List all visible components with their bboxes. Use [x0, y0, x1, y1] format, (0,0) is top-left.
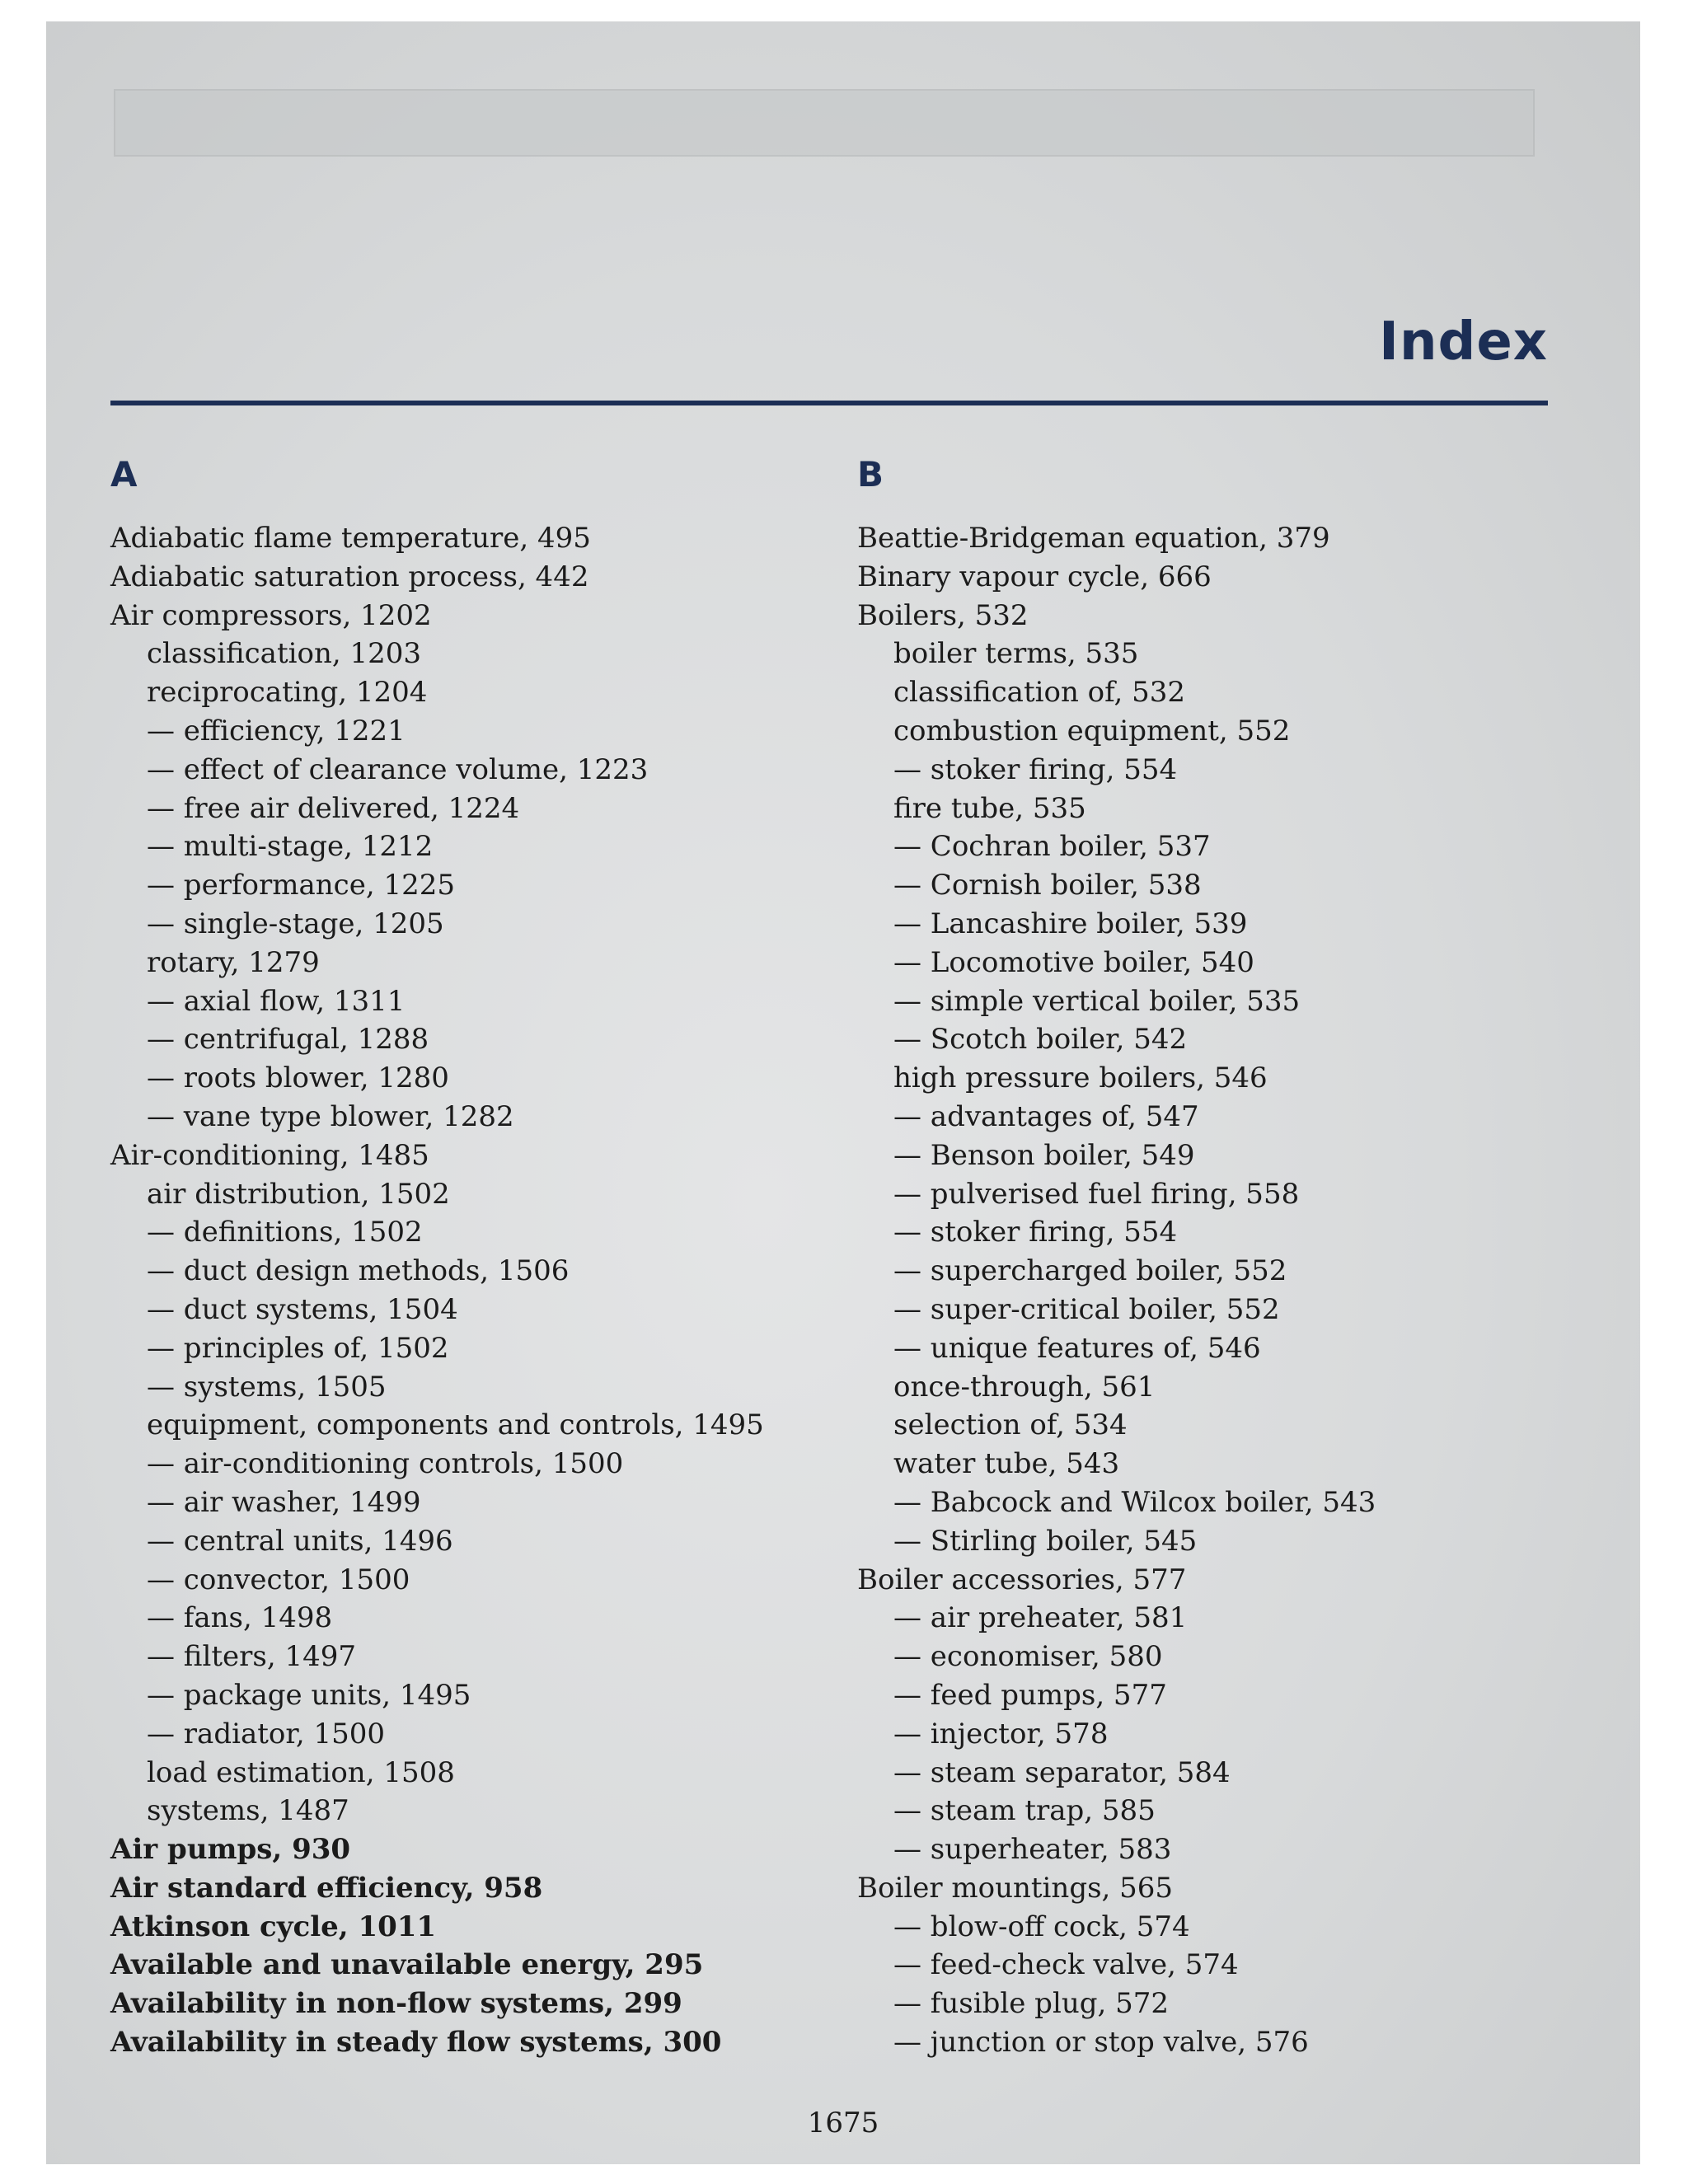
index-entry: Availability in steady flow systems, 300: [110, 2026, 722, 2060]
index-entry: Air-conditioning, 1485: [110, 1138, 429, 1172]
index-entry: combustion equipment, 552: [893, 714, 1291, 748]
index-entry: Boiler mountings, 565: [857, 1871, 1174, 1905]
index-entry: — economiser, 580: [893, 1640, 1163, 1674]
index-entry: — principles of, 1502: [147, 1331, 449, 1365]
index-entry: rotary, 1279: [147, 945, 320, 979]
index-entry: — performance, 1225: [147, 869, 455, 902]
index-entry: — feed pumps, 577: [893, 1678, 1167, 1712]
index-entry: — single-stage, 1205: [147, 907, 444, 940]
index-entry: — effect of clearance volume, 1223: [147, 752, 649, 786]
section-letter-b: B: [857, 454, 884, 494]
index-entry: reciprocating, 1204: [147, 676, 428, 710]
index-entry: — super-critical boiler, 552: [893, 1292, 1280, 1326]
index-entry: load estimation, 1508: [147, 1755, 455, 1789]
entry-list-b: [857, 519, 1599, 2062]
index-entry: — duct design methods, 1506: [147, 1254, 570, 1288]
index-entry: — Cochran boiler, 537: [893, 830, 1211, 864]
entry-list-a: [110, 519, 836, 2062]
index-entry: equipment, components and controls, 1495: [147, 1408, 764, 1442]
index-entry: — Lancashire boiler, 539: [893, 907, 1248, 940]
index-entry: systems, 1487: [147, 1794, 349, 1828]
index-entry: — Cornish boiler, 538: [893, 869, 1202, 902]
index-entry: — multi-stage, 1212: [147, 830, 434, 864]
index-entry: — definitions, 1502: [147, 1216, 423, 1249]
index-entry: — stoker firing, 554: [893, 752, 1178, 786]
index-entry: — supercharged boiler, 552: [893, 1254, 1287, 1288]
index-entry: — filters, 1497: [147, 1640, 356, 1674]
index-entry: — air preheater, 581: [893, 1601, 1188, 1635]
index-entry: — advantages of, 547: [893, 1099, 1199, 1133]
index-entry: Beattie-Bridgeman equation, 379: [857, 522, 1330, 555]
index-entry: — package units, 1495: [147, 1678, 471, 1712]
index-column-a: [110, 450, 836, 2062]
index-entry: Availability in non-flow systems, 299: [110, 1987, 682, 2021]
index-entry: Air compressors, 1202: [110, 598, 432, 632]
index-entry: — centrifugal, 1288: [147, 1023, 429, 1057]
index-entry: — systems, 1505: [147, 1370, 387, 1404]
index-entry: — vane type blower, 1282: [147, 1099, 514, 1133]
index-entry: boiler terms, 535: [893, 637, 1139, 671]
index-entry: air distribution, 1502: [147, 1177, 450, 1211]
index-entry: — central units, 1496: [147, 1524, 453, 1558]
page-number: 1675: [807, 2107, 879, 2139]
index-entry: — unique features of, 546: [893, 1331, 1261, 1365]
index-entry: classification of, 532: [893, 676, 1186, 710]
index-entry: classification, 1203: [147, 637, 421, 671]
index-entry: — pulverised fuel firing, 558: [893, 1177, 1300, 1211]
index-entry: — axial flow, 1311: [147, 984, 406, 1018]
index-entry: Adiabatic saturation process, 442: [110, 560, 589, 593]
page-title: Index: [1379, 312, 1548, 373]
index-entry: — fans, 1498: [147, 1601, 333, 1635]
index-entry: Atkinson cycle, 1011: [110, 1910, 437, 1943]
index-entry: — Babcock and Wilcox boiler, 543: [893, 1485, 1376, 1519]
index-entry: — convector, 1500: [147, 1563, 410, 1596]
index-entry: Air pumps, 930: [110, 1833, 351, 1867]
index-entry: — free air delivered, 1224: [147, 791, 520, 825]
index-entry: — stoker firing, 554: [893, 1216, 1178, 1249]
index-entry: once-through, 561: [893, 1370, 1156, 1404]
index-entry: — roots blower, 1280: [147, 1062, 449, 1095]
index-entry: Boiler accessories, 577: [857, 1563, 1187, 1596]
index-entry: — steam separator, 584: [893, 1755, 1231, 1789]
index-entry: high pressure boilers, 546: [893, 1062, 1268, 1095]
index-entry: — injector, 578: [893, 1717, 1109, 1750]
index-entry: — air washer, 1499: [147, 1485, 421, 1519]
index-entry: — efficiency, 1221: [147, 714, 406, 748]
title-rule: [110, 401, 1548, 405]
index-entry: — blow-off cock, 574: [893, 1910, 1190, 1943]
index-entry: — duct systems, 1504: [147, 1292, 458, 1326]
index-entry: — junction or stop valve, 576: [893, 2026, 1309, 2060]
index-entry: Binary vapour cycle, 666: [857, 560, 1212, 593]
index-entry: — simple vertical boiler, 535: [893, 984, 1301, 1018]
index-entry: — feed-check valve, 574: [893, 1948, 1239, 1982]
index-entry: — air-conditioning controls, 1500: [147, 1447, 624, 1481]
index-entry: — superheater, 583: [893, 1833, 1172, 1867]
index-entry: — steam trap, 585: [893, 1794, 1156, 1828]
index-entry: Adiabatic flame temperature, 495: [110, 522, 591, 555]
bleed-through-header-band: [114, 89, 1535, 157]
index-column-b: [857, 450, 1599, 2062]
index-entry: fire tube, 535: [893, 791, 1086, 825]
index-entry: — fusible plug, 572: [893, 1987, 1169, 2021]
index-entry: Air standard efficiency, 958: [110, 1871, 543, 1905]
index-entry: water tube, 543: [893, 1447, 1120, 1481]
index-entry: — radiator, 1500: [147, 1717, 386, 1750]
index-entry: — Stirling boiler, 545: [893, 1524, 1198, 1558]
index-entry: — Locomotive boiler, 540: [893, 945, 1254, 979]
book-page: [46, 21, 1640, 2164]
section-letter-a: A: [110, 454, 138, 494]
index-entry: Available and unavailable energy, 295: [110, 1948, 704, 1982]
index-entry: Boilers, 532: [857, 598, 1029, 632]
index-entry: — Scotch boiler, 542: [893, 1023, 1188, 1057]
index-entry: — Benson boiler, 549: [893, 1138, 1195, 1172]
index-entry: selection of, 534: [893, 1408, 1128, 1442]
